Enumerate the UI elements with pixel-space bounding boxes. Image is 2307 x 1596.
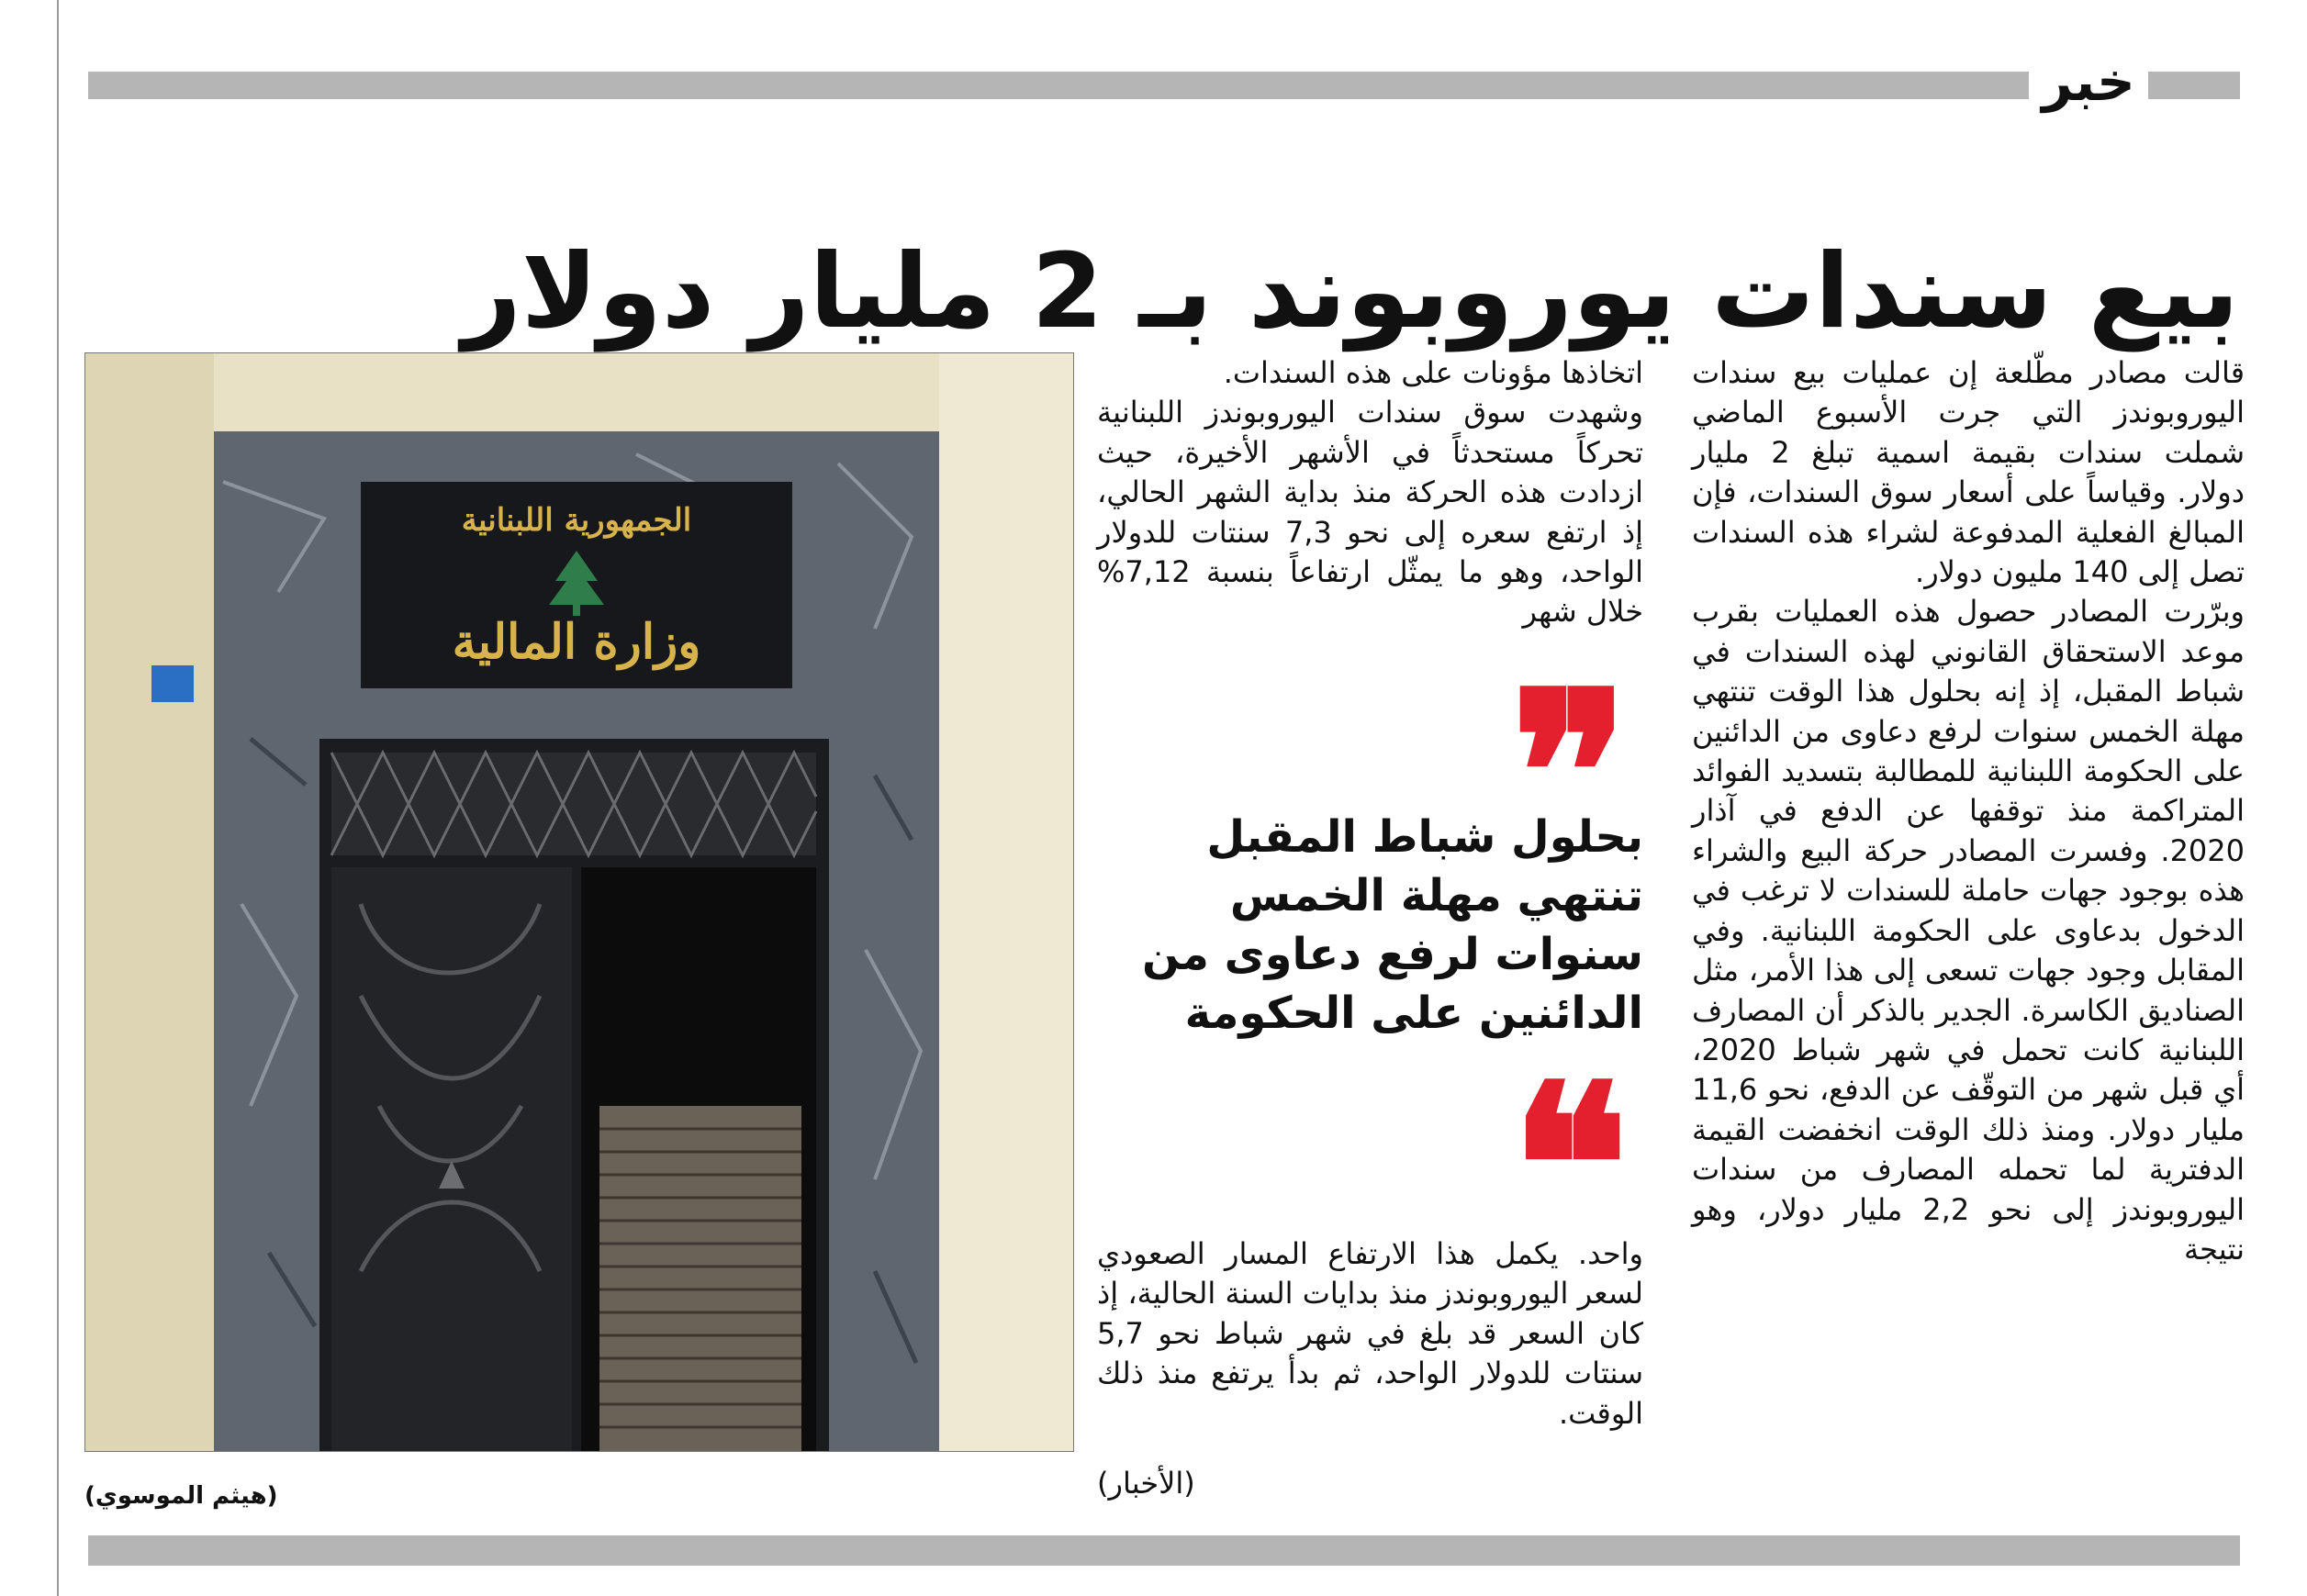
article-column-middle-top: [1097, 353, 1643, 632]
article-paragraph: اتخاذها مؤونات على هذه السندات.: [1223, 355, 1643, 390]
article-paragraph: واحد. يكمل هذا الارتفاع المسار الصعودي لسعر اليوروبوندز منذ بدايات السنة الحالية، إذ كان السعر قد بلغ في شهر شباط نحو 5,7 سنتات للدولار الواحد، ثم بدأ يرتفع منذ ذلك الوقت.: [1097, 1236, 1643, 1431]
sign-text-republic: الجمهورية اللبنانية: [461, 502, 692, 539]
article-signature: (الأخبار): [1097, 1466, 1195, 1501]
quote-open-icon: ❞: [1510, 643, 1629, 902]
quote-close-icon: ❝: [1510, 1036, 1629, 1295]
section-tag: خبر: [2029, 51, 2148, 112]
sign-text-ministry: وزارة المالية: [452, 614, 701, 670]
photo-credit: (هيثم الموسوي): [84, 1482, 278, 1510]
headline: بيع سندات يوروبوند بـ 2 مليار دولار: [462, 232, 2239, 352]
ministry-entrance-photo: [84, 352, 1074, 1452]
article-paragraph: وشهدت سوق سندات اليوروبوندز اللبنانية تحركاً مستحدثاً في الأشهر الأخيرة، حيث ازدادت هذه الحركة منذ بداية الشهر الحالي، إذ ارتفع سعره إلى نحو 7,3 سنتات للدولار الواحد، وهو ما يمثّل ارتفاعاً بنسبة 7,12% خلال شهر: [1097, 395, 1644, 630]
article-paragraph: قالت مصادر مطّلعة إن عمليات بيع سندات اليوروبوندز التي جرت الأسبوع الماضي شملت سندات بقيمة اسمية تبلغ 2 مليار دولار. وقياساً على أسعار سوق السندات، فإن المبالغ الفعلية المدفوعة لشراء هذه السندات تصل إلى 140 مليون دولار.: [1692, 355, 2245, 590]
article-column-right: [1692, 353, 2245, 1269]
pull-quote: بحلول شباط المقبل تنتهي مهلة الخمس سنوات لرفع دعاوى من الدائنين على الحكومة: [1142, 811, 1643, 1039]
article-column-middle-bottom: [1097, 1234, 1643, 1434]
top-rule: [88, 72, 2240, 99]
page-margin-rule: [57, 0, 59, 1596]
bottom-rule: [88, 1535, 2240, 1566]
article-paragraph: وبرّرت المصادر حصول هذه العمليات بقرب موعد الاستحقاق القانوني لهذه السندات في شباط المقبل، إذ إنه بحلول هذا الوقت تنتهي مهلة الخمس سنوات لرفع دعاوى من الدائنين على الحكومة اللبنانية للمطالبة بتسديد الفوائد المتراكمة منذ توقفها عن الدفع في آذار 2020. وفسرت المصادر حركة البيع والشراء هذه بوجود جهات حاملة للسندات لا ترغب في الدخول بدعاوى على الحكومة اللبنانية. وفي المقابل وجود جهات تسعى إلى هذا الأمر، مثل الصناديق الكاسرة. الجدير بالذكر أن المصارف اللبنانية كانت تحمل في شهر شباط 2020، أي قبل شهر من التوقّف عن الدفع، نحو 11,6 مليار دولار. ومنذ ذلك الوقت انخفضت القيمة الدفترية لما تحمله المصارف من سندات اليوروبوندز إلى نحو 2,2 مليار دولار، وهو نتيجة: [1692, 594, 2245, 1267]
